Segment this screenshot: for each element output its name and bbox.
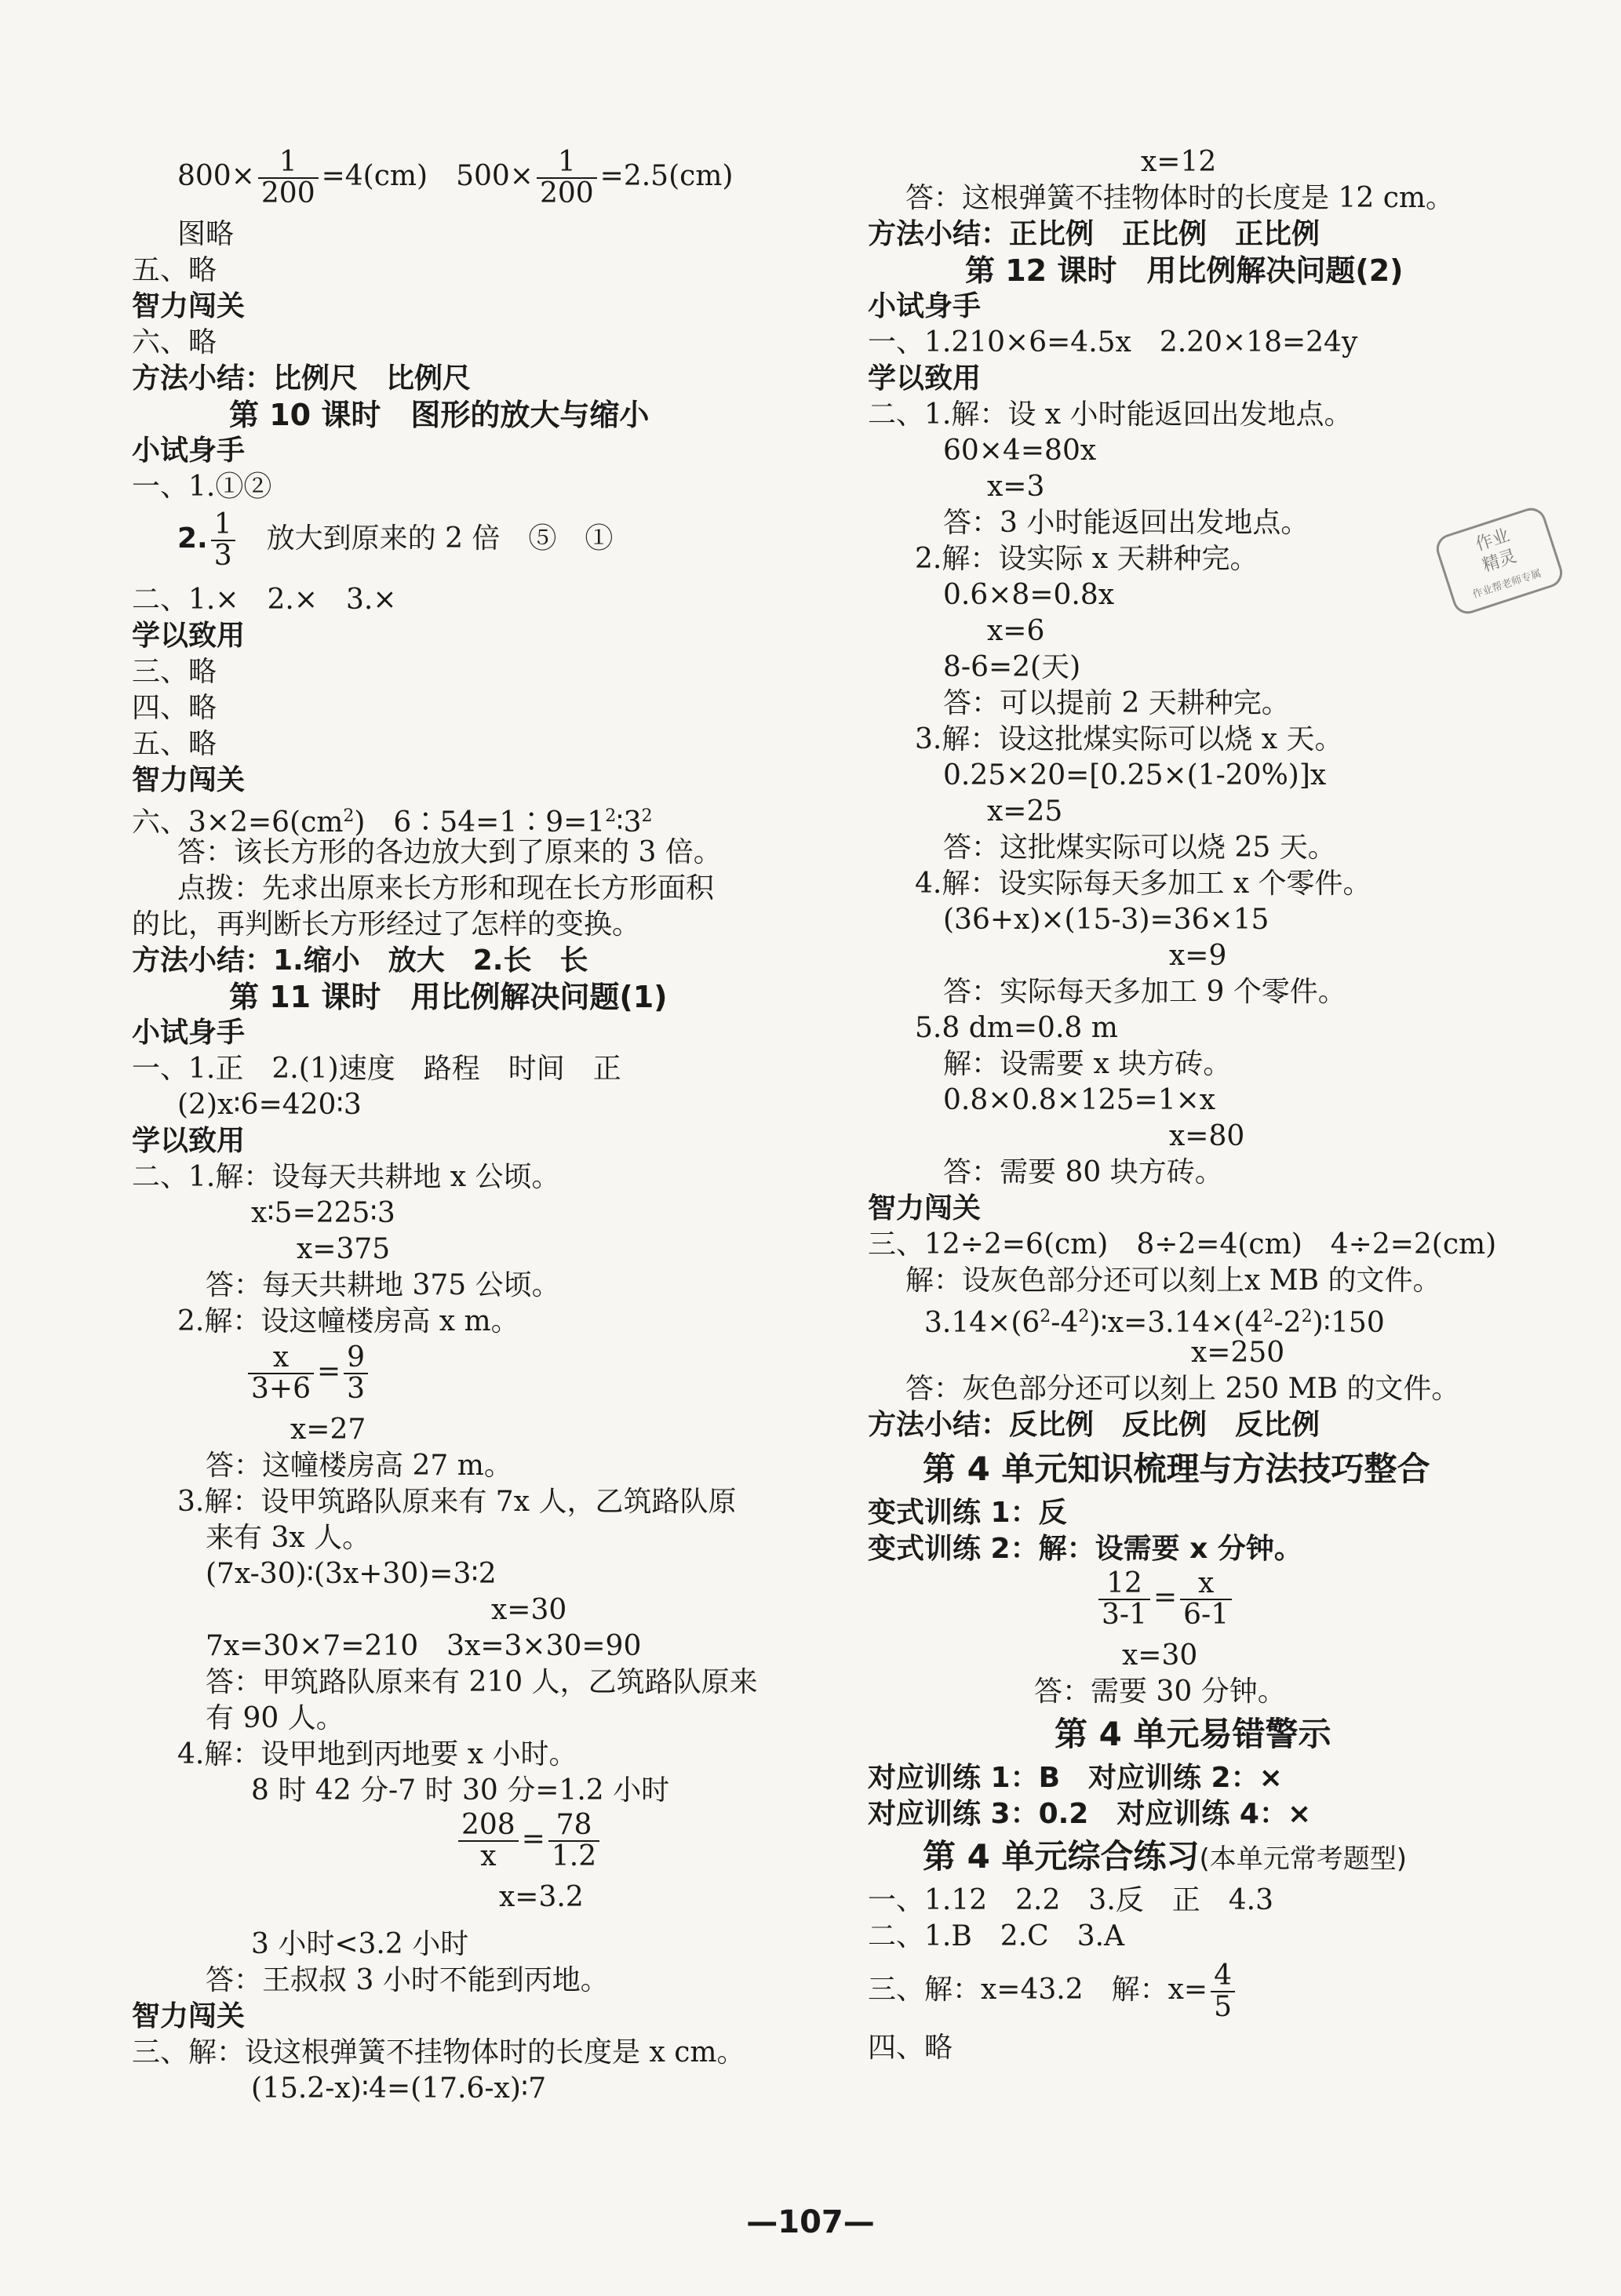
fraction xyxy=(211,510,235,571)
answer-line: 解：设需要 x 块方砖。 xyxy=(943,1048,1232,1080)
answer-line: 解：设灰色部分还可以刻上x MB 的文件。 xyxy=(905,1264,1441,1297)
equation-line: 60×4=80x xyxy=(943,435,1097,467)
text-segment: 放大到原来的 2 倍 ⑤ ① xyxy=(238,522,614,555)
equation-line xyxy=(455,1810,603,1872)
hint-line: 点拨：先求出原来长方形和现在长方形面积 xyxy=(177,872,715,904)
fraction-denominator: 3+6 xyxy=(251,1373,311,1405)
superscript: 2 xyxy=(1040,1307,1051,1326)
equation-line: (7x-30)∶(3x+30)=3∶2 xyxy=(206,1558,497,1590)
fraction-numerator: 12 xyxy=(1098,1569,1150,1600)
equation-line: x=250 xyxy=(1191,1337,1285,1369)
corresponding-training: 对应训练 1：B 对应训练 2：× xyxy=(868,1762,1283,1794)
answer-line: 四、略 xyxy=(868,2032,953,2064)
answer-line: 答：需要 80 块方砖。 xyxy=(943,1156,1223,1188)
stamp-text: 作业 xyxy=(1473,526,1513,555)
answer-line: 来有 3x 人。 xyxy=(206,1522,371,1554)
answer-line: 二、1.解：设 x 小时能返回出发地点。 xyxy=(868,398,1353,431)
variant-training: 变式训练 2：解：设需要 x 分钟。 xyxy=(868,1533,1302,1565)
answer-line: 三、12÷2=6(cm) 8÷2=4(cm) 4÷2=2(cm) xyxy=(868,1228,1497,1261)
fraction-numerator: 4 xyxy=(1211,1961,1235,1992)
answer-line: 图略 xyxy=(177,218,235,250)
equation-line: 8-6=2(天) xyxy=(943,651,1081,683)
fraction xyxy=(258,147,319,209)
variant-training: 变式训练 1：反 xyxy=(868,1497,1067,1529)
equation-line: x∶5=225∶3 xyxy=(251,1197,395,1229)
answer-line: 3.解：设甲筑路队原来有 7x 人，乙筑路队原 xyxy=(177,1486,737,1518)
text-segment: = xyxy=(316,1355,341,1388)
equation-line xyxy=(1095,1569,1235,1630)
answer-line: 有 90 人。 xyxy=(206,1702,344,1734)
equation-line: x=375 xyxy=(297,1233,391,1265)
section-label: 小试身手 xyxy=(132,435,246,467)
method-summary: 方法小结：正比例 正比例 正比例 xyxy=(868,218,1320,250)
section-label: 小试身手 xyxy=(132,1017,246,1049)
unit-title: 第 4 单元易错警示 xyxy=(1055,1715,1331,1753)
text-segment: 3.14×(6 xyxy=(924,1307,1040,1339)
fraction-denominator: 200 xyxy=(260,177,315,209)
answer-line: 一、1.210×6=4.5x 2.20×18=24y xyxy=(868,326,1358,358)
superscript: 2 xyxy=(1078,1307,1090,1326)
fraction xyxy=(537,147,597,209)
unit-title: 第 4 单元知识梳理与方法技巧整合 xyxy=(923,1450,1430,1488)
text-segment: -2 xyxy=(1273,1307,1302,1339)
answer-line: 答：可以提前 2 天耕种完。 xyxy=(943,687,1290,719)
equation-line: 3 小时<3.2 小时 xyxy=(251,1928,469,1960)
fraction-denominator: 1.2 xyxy=(551,1840,597,1872)
answer-line xyxy=(177,147,733,209)
answer-line: 答：这幢楼房高 27 m。 xyxy=(206,1450,512,1482)
fraction xyxy=(548,1810,599,1872)
answer-line: 三、解：设这根弹簧不挂物体时的长度是 x cm。 xyxy=(132,2036,745,2069)
equation-line: 0.25×20=[0.25×(1-20%)]x xyxy=(943,759,1327,791)
answer-line xyxy=(177,510,613,571)
answer-line xyxy=(868,1961,1238,2022)
answer-line: 答：王叔叔 3 小时不能到丙地。 xyxy=(206,1964,609,1996)
equation-line: x=9 xyxy=(1169,940,1227,972)
equation-line: 7x=30×7=210 3x=3×30=90 xyxy=(206,1630,642,1662)
fraction xyxy=(248,1343,314,1404)
answer-line: 四、略 xyxy=(132,692,217,724)
equation-line: x=3 xyxy=(987,471,1045,503)
answer-line: 三、略 xyxy=(132,656,217,688)
fraction-numerator: 9 xyxy=(344,1343,368,1374)
fraction-denominator: 6-1 xyxy=(1183,1599,1229,1631)
fraction-numerator: 1 xyxy=(211,510,235,541)
section-label: 学以致用 xyxy=(132,1125,246,1157)
answer-line: 5.8 dm=0.8 m xyxy=(915,1012,1118,1044)
answer-line: 五、略 xyxy=(132,254,217,286)
fraction-numerator: x xyxy=(248,1343,314,1374)
text-segment: -4 xyxy=(1051,1307,1079,1339)
text-segment: ) 6∶54=1∶9=1 xyxy=(354,806,606,839)
answer-line: 一、1.正 2.(1)速度 路程 时间 正 xyxy=(132,1053,621,1085)
equation-line xyxy=(924,1299,1385,1341)
equation-line: x=80 xyxy=(1169,1120,1245,1152)
text-segment: ∶3 xyxy=(616,806,642,839)
watermark-stamp xyxy=(1430,502,1569,620)
text-segment: 800× xyxy=(177,160,255,192)
fraction-denominator: 3-1 xyxy=(1102,1599,1147,1631)
fraction-numerator: 208 xyxy=(458,1810,519,1842)
answer-line: (2)x∶6=420∶3 xyxy=(177,1089,362,1121)
corresponding-training: 对应训练 3：0.2 对应训练 4：× xyxy=(868,1798,1312,1830)
answer-line: 答：该长方形的各边放大到了原来的 3 倍。 xyxy=(177,836,722,868)
unit-title xyxy=(923,1839,1407,1877)
method-summary: 方法小结：1.缩小 放大 2.长 长 xyxy=(132,944,588,977)
section-label: 智力闯关 xyxy=(132,764,246,796)
equation-line: 0.6×8=0.8x xyxy=(943,579,1115,611)
superscript: 2 xyxy=(605,806,617,826)
method-summary: 方法小结：比例尺 比例尺 xyxy=(132,362,472,395)
stamp-text: 精灵 xyxy=(1480,546,1519,577)
method-summary: 方法小结：反比例 反比例 反比例 xyxy=(868,1409,1320,1441)
fraction xyxy=(458,1810,519,1872)
text-segment: 第 4 单元综合练习 xyxy=(923,1837,1200,1876)
text-segment: )∶x=3.14×(4 xyxy=(1089,1307,1263,1339)
text-segment: (本单元常考题型) xyxy=(1199,1843,1407,1875)
answer-line: 2.解：设这幢楼房高 x m。 xyxy=(177,1305,519,1337)
equation-line: 0.8×0.8×125=1×x xyxy=(943,1084,1216,1116)
answer-line: 二、1.B 2.C 3.A xyxy=(868,1920,1125,1952)
text-segment: = xyxy=(521,1823,545,1855)
answer-line: 2.解：设实际 x 天耕种完。 xyxy=(915,543,1259,575)
lesson-title: 第 12 课时 用比例解决问题(2) xyxy=(965,253,1404,288)
answer-line: 一、1.12 2.2 3.反 正 4.3 xyxy=(868,1884,1274,1916)
equation-line: x=27 xyxy=(290,1414,366,1446)
answer-line: 六、略 xyxy=(132,326,217,358)
superscript: 2 xyxy=(1301,1307,1313,1326)
section-label: 智力闯关 xyxy=(868,1192,982,1224)
stamp-text: 作业帮老师专属 xyxy=(1471,567,1543,602)
answer-line: 答：实际每天多加工 9 个零件。 xyxy=(943,976,1346,1008)
answer-line: 一、1.①② xyxy=(132,471,272,503)
fraction-denominator: 3 xyxy=(347,1373,366,1405)
answer-line: 4.解：设实际每天多加工 x 个零件。 xyxy=(915,868,1371,900)
answer-line: 答：每天共耕地 375 公顷。 xyxy=(206,1269,560,1301)
answer-line: 二、1.× 2.× 3.× xyxy=(132,584,397,616)
answer-line: 答：甲筑路队原来有 210 人，乙筑路队原来 xyxy=(206,1666,758,1698)
answer-line: 答：这批煤实际可以烧 25 天。 xyxy=(943,831,1336,864)
fraction-numerator: 78 xyxy=(548,1810,599,1842)
equation-line: x=30 xyxy=(491,1594,567,1626)
superscript: 2 xyxy=(641,806,653,826)
fraction-numerator: x xyxy=(1180,1569,1232,1600)
equation-line: x=30 xyxy=(1122,1639,1198,1672)
superscript: 2 xyxy=(343,806,355,826)
section-label: 智力闯关 xyxy=(132,290,246,322)
section-label: 学以致用 xyxy=(132,620,246,652)
equation-line: x=6 xyxy=(987,615,1045,647)
answer-line: 答：这根弹簧不挂物体时的长度是 12 cm。 xyxy=(905,182,1454,214)
answer-line: 答：需要 30 分钟。 xyxy=(1034,1676,1286,1708)
text-segment: 六、3×2=6(cm xyxy=(132,806,344,839)
fraction xyxy=(1211,1961,1235,2022)
fraction-denominator: x xyxy=(480,1840,497,1872)
fraction xyxy=(1180,1569,1232,1630)
text-segment: =2.5(cm) xyxy=(599,160,734,192)
answer-line: 3.解：设这批煤实际可以烧 x 天。 xyxy=(915,723,1343,755)
superscript: 2 xyxy=(1262,1307,1274,1326)
text-segment: 三、解：x=43.2 解：x= xyxy=(868,1974,1208,2006)
lesson-title: 第 11 课时 用比例解决问题(1) xyxy=(229,980,668,1014)
fraction xyxy=(1098,1569,1150,1630)
answer-line: 答：3 小时能返回出发地点。 xyxy=(943,507,1310,539)
answer-line: 4.解：设甲地到丙地要 x 小时。 xyxy=(177,1738,577,1770)
equation-line xyxy=(245,1343,371,1404)
section-label: 智力闯关 xyxy=(132,2000,246,2032)
page-number: —107— xyxy=(746,2204,875,2240)
section-label: 小试身手 xyxy=(868,290,982,322)
equation-line: x=25 xyxy=(987,795,1063,828)
equation-line: (36+x)×(15-3)=36×15 xyxy=(943,904,1269,936)
answer-line: 五、略 xyxy=(132,728,217,760)
fraction-denominator: 200 xyxy=(539,177,594,209)
text-segment: =4(cm) 500× xyxy=(321,160,534,192)
section-label: 学以致用 xyxy=(868,362,982,395)
fraction-denominator: 5 xyxy=(1214,1991,1232,2023)
equation-line: (15.2-x)∶4=(17.6-x)∶7 xyxy=(251,2072,547,2105)
fraction-denominator: 3 xyxy=(213,540,232,572)
equation-line: 8 时 42 分-7 时 30 分=1.2 小时 xyxy=(251,1774,670,1807)
text-segment: 2. xyxy=(177,522,208,555)
lesson-title: 第 10 课时 图形的放大与缩小 xyxy=(229,398,650,432)
text-segment: = xyxy=(1153,1581,1178,1614)
answer-line: 答：灰色部分还可以刻上 250 MB 的文件。 xyxy=(905,1373,1460,1405)
fraction-numerator: 1 xyxy=(258,147,319,179)
fraction xyxy=(344,1343,368,1404)
equation-line: x=12 xyxy=(1141,146,1217,178)
answer-line: 二、1.解：设每天共耕地 x 公顷。 xyxy=(132,1161,560,1193)
hint-line: 的比，再判断长方形经过了怎样的变换。 xyxy=(132,908,641,941)
text-segment: )∶150 xyxy=(1312,1307,1385,1339)
equation-line: x=3.2 xyxy=(499,1881,584,1913)
fraction-numerator: 1 xyxy=(537,147,597,179)
